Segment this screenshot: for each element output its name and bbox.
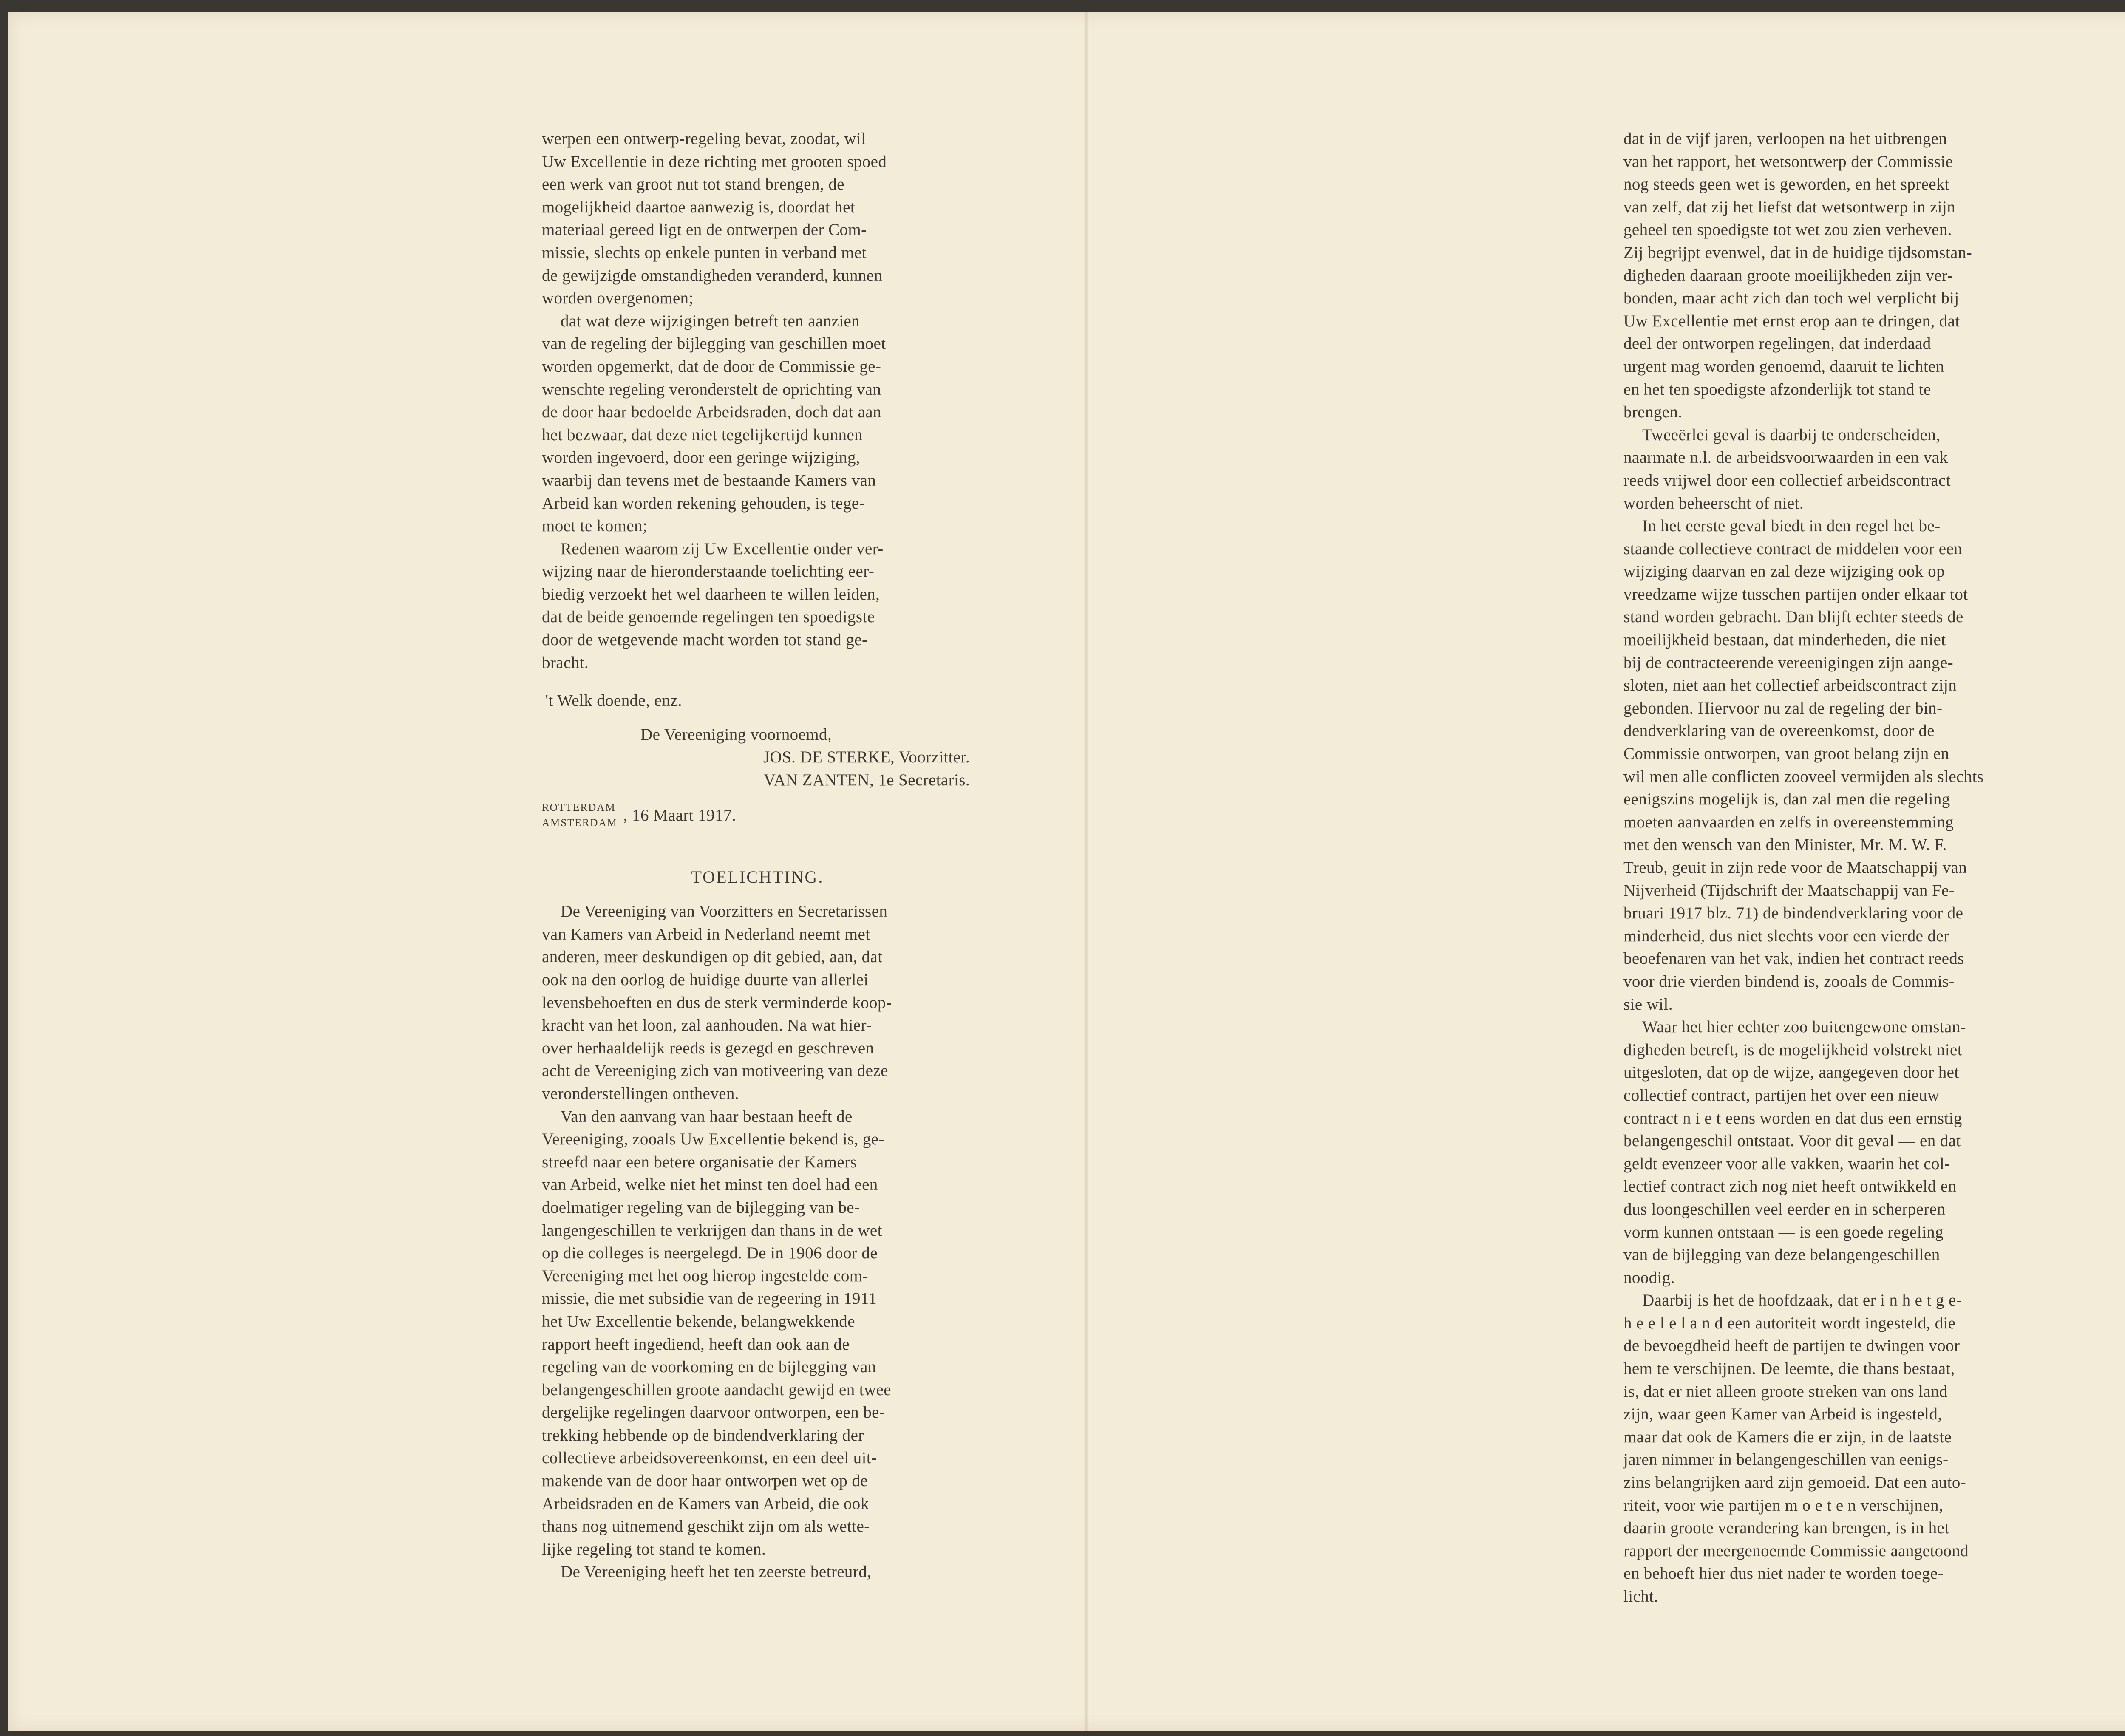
text-line: bij de contracteerende vereenigingen zijn aange- bbox=[1624, 653, 1954, 672]
text-line: anderen, meer deskundigen op dit gebied, aan, dat bbox=[542, 948, 883, 966]
text-line: en het ten spoedigste afzonderlijk tot stand te bbox=[1624, 380, 1931, 399]
toelichting-paragraph-1 bbox=[542, 900, 973, 1105]
text-line: De Vereeniging van Voorzitters en Secretarissen bbox=[561, 902, 888, 921]
text-line: Uw Excellentie in deze richting met grooten spoed bbox=[542, 152, 887, 171]
text-line: bracht. bbox=[542, 653, 589, 672]
text-line: met den wensch van den Minister, Mr. M. W. F. bbox=[1624, 835, 1947, 854]
place-date-line bbox=[542, 800, 973, 831]
text-line: is, dat er niet alleen groote streken van ons land bbox=[1624, 1382, 1948, 1401]
text-line: trekking hebbende op de bindendverklaring der bbox=[542, 1426, 864, 1444]
text-line: geheel ten spoedigste tot wet zou zien verheven. bbox=[1624, 221, 1952, 239]
text-line: bonden, maar acht zich dan toch wel verplicht bij bbox=[1624, 289, 1959, 308]
text-line: van Arbeid, welke niet het minst ten doel had een bbox=[542, 1175, 878, 1194]
text-line: beoefenaren van het vak, indien het contract reeds bbox=[1624, 949, 1964, 968]
text-line: worden beheerscht of niet. bbox=[1624, 494, 1804, 513]
text-line: de gewijzigde omstandigheden veranderd, kunnen bbox=[542, 266, 883, 285]
document-sheet bbox=[8, 12, 2125, 1731]
text-line: moeten aanvaarden en zelfs in overeenstemming bbox=[1624, 813, 1954, 831]
text-line: langengeschillen te verkrijgen dan thans in de wet bbox=[542, 1221, 882, 1240]
text-line: sloten, niet aan het collectief arbeidscontract zijn bbox=[1624, 676, 1957, 695]
text-line: lijke regeling tot stand te komen. bbox=[542, 1540, 766, 1558]
text-line: belangengeschillen groote aandacht gewijd en twee bbox=[542, 1380, 892, 1399]
right-paragraph-1 bbox=[1624, 127, 2051, 424]
text-line: missie, slechts op enkele punten in verband met bbox=[542, 243, 867, 262]
text-line: stand worden gebracht. Dan blijft echter steeds de bbox=[1624, 608, 1964, 626]
text-line: de door haar bedoelde Arbeidsraden, doch dat aan bbox=[542, 403, 881, 422]
text-line: en behoeft hier dus niet nader te worden toege- bbox=[1624, 1564, 1944, 1583]
text-line: Van den aanvang van haar bestaan heeft de bbox=[561, 1107, 853, 1126]
toelichting-paragraph-2 bbox=[542, 1105, 973, 1561]
closing-formula: 't Welk doende, enz. bbox=[545, 691, 682, 710]
text-line: vorm kunnen ontstaan — is een goede regeling bbox=[1624, 1223, 1944, 1241]
text-line: door de wetgevende macht worden tot stand ge- bbox=[542, 631, 868, 649]
text-line: thans nog uitnemend geschikt zijn om als wette- bbox=[542, 1517, 870, 1536]
right-paragraph-2 bbox=[1624, 424, 2051, 515]
text-line: makende van de door haar ontworpen wet op de bbox=[542, 1472, 868, 1490]
text-line: Daarbij is het de hoofdzaak, dat er i n h e t g e- bbox=[1642, 1291, 1962, 1310]
text-line: het Uw Excellentie bekende, belangwekkende bbox=[542, 1312, 855, 1331]
signature-chairman: JOS. DE STERKE, Voorzitter. bbox=[763, 748, 970, 767]
text-line: materiaal gereed ligt en de ontwerpen der Com- bbox=[542, 221, 867, 239]
text-line: collectieve arbeidsovereenkomst, en een deel uit- bbox=[542, 1449, 877, 1467]
right-paragraph-4 bbox=[1624, 1016, 2051, 1289]
text-line: sie wil. bbox=[1624, 995, 1673, 1014]
text-line: dat wat deze wijzigingen betreft ten aanzien bbox=[561, 312, 860, 330]
text-line: ook na den oorlog de huidige duurte van allerlei bbox=[542, 971, 869, 989]
text-line: digheden betreft, is de mogelijkheid volstrekt niet bbox=[1624, 1040, 1962, 1059]
right-page-column bbox=[1624, 127, 2051, 1608]
text-line: dendverklaring van de overeenkomst, door de bbox=[1624, 722, 1935, 740]
text-line: missie, die met subsidie van de regeering in 1911 bbox=[542, 1289, 877, 1308]
text-line: moeilijkheid bestaan, dat minderheden, die niet bbox=[1624, 631, 1946, 649]
signature-secretary: VAN ZANTEN, 1e Secretaris. bbox=[763, 771, 970, 790]
text-line: maar dat ook de Kamers die er zijn, in de laatste bbox=[1624, 1427, 1952, 1446]
text-line: waarbij dan tevens met de bestaande Kamers van bbox=[542, 471, 876, 490]
text-line: collectief contract, partijen het over een nieuw bbox=[1624, 1086, 1940, 1104]
text-line: de bevoegdheid heeft de partijen te dwingen voor bbox=[1624, 1337, 1960, 1355]
text-line: mogelijkheid daartoe aanwezig is, doordat het bbox=[542, 198, 856, 216]
text-line: reeds vrijwel door een collectief arbeidscontract bbox=[1624, 471, 1951, 490]
text-line: geldt evenzeer voor alle vakken, waarin het col- bbox=[1624, 1154, 1950, 1173]
text-line: staande collectieve contract de middelen voor een bbox=[1624, 539, 1963, 558]
text-line: wijzing naar de hieronderstaande toelichting eer- bbox=[542, 562, 875, 581]
text-line: minderheid, dus niet slechts voor een vierde der bbox=[1624, 926, 1949, 945]
text-line: uitgesloten, dat op de wijze, aangegeven door het bbox=[1624, 1063, 1959, 1082]
text-line: daarin groote verandering kan brengen, is in het bbox=[1624, 1519, 1949, 1538]
text-line: Vereeniging, zooals Uw Excellentie bekend is, ge- bbox=[542, 1130, 884, 1149]
text-line: levensbehoeften en dus de sterk verminderde koop- bbox=[542, 993, 892, 1012]
text-line: wenschte regeling veronderstelt de oprichting van bbox=[542, 380, 881, 399]
text-line: zins belangrijken aard zijn gemoeid. Dat een auto- bbox=[1624, 1473, 1966, 1492]
text-line: belangengeschil ontstaat. Voor dit geval — en dat bbox=[1624, 1132, 1961, 1150]
text-line: eenigszins mogelijk is, dan zal men die regeling bbox=[1624, 790, 1950, 809]
text-line: naarmate n.l. de arbeidsvoorwaarden in een vak bbox=[1624, 448, 1948, 467]
text-line: worden overgenomen; bbox=[542, 289, 694, 308]
left-paragraph-2 bbox=[542, 310, 973, 538]
text-line: dat de beide genoemde regelingen ten spoedigste bbox=[542, 608, 875, 626]
text-line: dat in de vijf jaren, verloopen na het uitbrengen bbox=[1624, 130, 1947, 148]
text-line: veronderstellingen ontheven. bbox=[542, 1084, 739, 1103]
text-line: Nijverheid (Tijdschrift der Maatschappij van Fe- bbox=[1624, 881, 1955, 900]
right-paragraph-5 bbox=[1624, 1289, 2051, 1608]
text-line: kracht van het loon, zal aanhouden. Na wat hier- bbox=[542, 1016, 872, 1035]
text-line: Waar het hier echter zoo buitengewone omstan- bbox=[1642, 1018, 1966, 1037]
letter-date: , 16 Maart 1917. bbox=[623, 806, 737, 824]
text-line: De Vereeniging heeft het ten zeerste betreurd, bbox=[561, 1563, 872, 1581]
text-line: voor drie vierden bindend is, zooals de Commis- bbox=[1624, 972, 1955, 991]
section-heading: TOELICHTING. bbox=[691, 867, 824, 886]
text-line: lectief contract zich nog niet heeft ontwikkeld en bbox=[1624, 1177, 1957, 1196]
text-line: deel der ontworpen regelingen, dat inderdaad bbox=[1624, 334, 1931, 353]
toelichting-paragraph-3 bbox=[542, 1560, 973, 1583]
text-line: werpen een ontwerp-regeling bevat, zoodat, wil bbox=[542, 130, 866, 148]
text-line: Arbeidsraden en de Kamers van Arbeid, die ook bbox=[542, 1494, 869, 1513]
text-line: brengen. bbox=[1624, 403, 1683, 422]
text-line: doelmatiger regeling van de bijlegging van be- bbox=[542, 1198, 860, 1217]
text-line: dergelijke regelingen daarvoor ontworpen, een be- bbox=[542, 1403, 885, 1422]
place-rotterdam: ROTTERDAM bbox=[542, 801, 616, 813]
text-line: regeling van de voorkoming en de bijlegging van bbox=[542, 1358, 876, 1376]
text-line: h e e l e l a n d een autoriteit wordt ingesteld, die bbox=[1624, 1314, 1956, 1332]
text-line: streefd naar een betere organisatie der Kamers bbox=[542, 1153, 857, 1171]
text-line: van zelf, dat zij het liefst dat wetsontwerp in zijn bbox=[1624, 198, 1956, 216]
text-line: urgent mag worden genoemd, daaruit te lichten bbox=[1624, 357, 1944, 376]
text-line: worden opgemerkt, dat de door de Commissie ge- bbox=[542, 357, 881, 376]
right-paragraph-3 bbox=[1624, 515, 2051, 1016]
text-line: Uw Excellentie met ernst erop aan te dringen, dat bbox=[1624, 312, 1960, 330]
text-line: zijn, waar geen Kamer van Arbeid is ingesteld, bbox=[1624, 1405, 1942, 1424]
text-line: Zij begrijpt evenwel, dat in de huidige tijdsomstan- bbox=[1624, 243, 1972, 262]
text-line: hem te verschijnen. De leemte, die thans bestaat, bbox=[1624, 1359, 1955, 1378]
text-line: op die colleges is neergelegd. De in 1906 door de bbox=[542, 1244, 878, 1263]
text-line: noodig. bbox=[1624, 1268, 1675, 1287]
text-line: van Kamers van Arbeid in Nederland neemt met bbox=[542, 925, 870, 943]
text-line: dus loongeschillen veel eerder en in scherperen bbox=[1624, 1200, 1946, 1218]
text-line: licht. bbox=[1624, 1587, 1658, 1606]
text-line: Treub, geuit in zijn rede voor de Maatschappij van bbox=[1624, 858, 1967, 877]
text-line: Vereeniging met het oog hierop ingestelde com- bbox=[542, 1266, 868, 1285]
text-line: riteit, voor wie partijen m o e t e n verschijnen, bbox=[1624, 1496, 1944, 1515]
text-line: wijziging daarvan en zal deze wijziging ook op bbox=[1624, 562, 1945, 581]
text-line: nog steeds geen wet is geworden, en het spreekt bbox=[1624, 175, 1950, 194]
text-line: jaren nimmer in belangengeschillen van eenigs- bbox=[1624, 1450, 1949, 1469]
text-line: Tweeërlei geval is daarbij te onderscheiden, bbox=[1642, 425, 1941, 444]
text-line: worden ingevoerd, door een geringe wijziging, bbox=[542, 448, 861, 467]
text-line: biedig verzoekt het wel daarheen te willen leiden, bbox=[542, 585, 880, 603]
text-line: Redenen waarom zij Uw Excellentie onder ver- bbox=[561, 539, 884, 558]
place-amsterdam: AMSTERDAM bbox=[542, 817, 618, 829]
text-line: vreedzame wijze tusschen partijen onder elkaar tot bbox=[1624, 585, 1968, 603]
text-line: een werk van groot nut tot stand brengen, de bbox=[542, 175, 844, 194]
text-line: van de bijlegging van deze belangengeschillen bbox=[1624, 1246, 1940, 1264]
text-line: Arbeid kan worden rekening gehouden, is tege- bbox=[542, 494, 865, 513]
text-line: In het eerste geval biedt in den regel het be- bbox=[1642, 517, 1941, 535]
text-line: Commissie ontworpen, van groot belang zijn en bbox=[1624, 745, 1949, 763]
left-page-column bbox=[542, 127, 973, 1583]
text-line: van de regeling der bijlegging van geschillen moet bbox=[542, 334, 886, 353]
text-line: over herhaaldelijk reeds is gezegd en geschreven bbox=[542, 1039, 874, 1057]
text-line: digheden daaraan groote moeilijkheden zijn ver- bbox=[1624, 266, 1953, 285]
text-line: moet te komen; bbox=[542, 517, 648, 535]
text-line: rapport heeft ingediend, heeft dan ook aan de bbox=[542, 1335, 850, 1354]
text-line: rapport der meergenoemde Commissie aangetoond bbox=[1624, 1541, 1969, 1560]
text-line: acht de Vereeniging zich van motiveering van deze bbox=[542, 1062, 888, 1080]
text-line: van het rapport, het wetsontwerp der Commissie bbox=[1624, 152, 1953, 171]
text-line: het bezwaar, dat deze niet tegelijkertijd kunnen bbox=[542, 425, 863, 444]
text-line: wil men alle conflicten zooveel vermijden als slechts bbox=[1624, 767, 1984, 786]
left-paragraph-1 bbox=[542, 127, 973, 310]
places bbox=[542, 800, 618, 831]
text-line: bruari 1917 blz. 71) de bindendverklaring voor de bbox=[1624, 904, 1964, 923]
text-line: gebonden. Hiervoor nu zal de regeling der bin- bbox=[1624, 699, 1943, 717]
left-paragraph-3 bbox=[542, 538, 973, 674]
center-fold bbox=[1084, 12, 1089, 1731]
signature-organisation: De Vereeniging voornoemd, bbox=[640, 725, 832, 744]
text-line: contract n i e t eens worden en dat dus een ernstig bbox=[1624, 1109, 1962, 1127]
